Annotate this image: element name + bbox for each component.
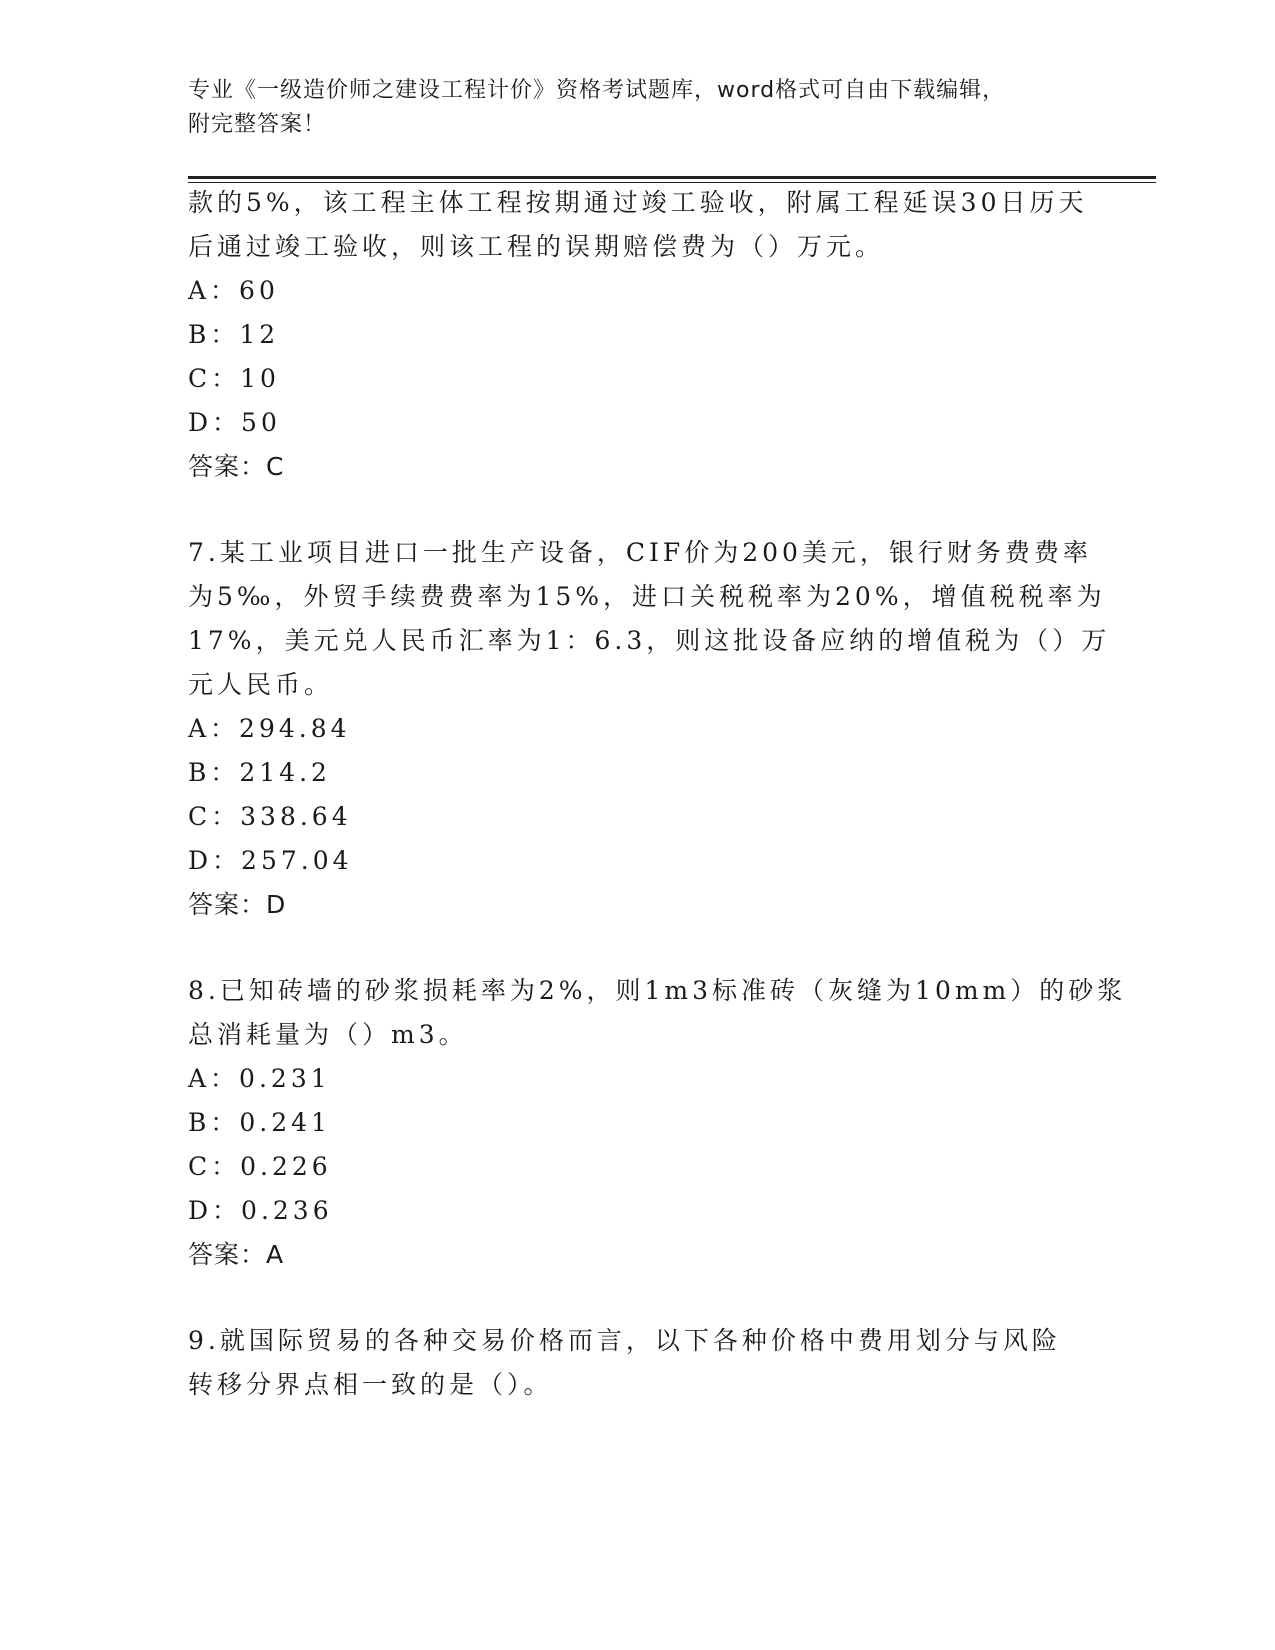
q8-option-a: A：0.231 bbox=[188, 1064, 331, 1093]
header-line-1: 专业《一级造价师之建设工程计价》资格考试题库，word格式可自由下载编辑， bbox=[188, 78, 1006, 103]
q9-stem-line-1: 9.就国际贸易的各种交易价格而言，以下各种价格中费用划分与风险 bbox=[188, 1326, 1061, 1355]
q7-stem-line-2: 为5‰，外贸手续费费率为15%，进口关税税率为20%，增值税税率为 bbox=[188, 582, 1106, 611]
q7-option-c: C：338.64 bbox=[188, 802, 352, 831]
q6-stem-line-1: 款的5%，该工程主体工程按期通过竣工验收，附属工程延误30日历天 bbox=[188, 188, 1088, 217]
document-header bbox=[188, 74, 1068, 142]
q6-answer: 答案：C bbox=[188, 452, 285, 481]
q6-option-d: D：50 bbox=[188, 408, 281, 437]
q7-option-a: A：294.84 bbox=[188, 714, 351, 743]
q6-option-a: A：60 bbox=[188, 276, 279, 305]
q9-stem-line-2: 转移分界点相一致的是（）。 bbox=[188, 1370, 553, 1399]
q8-option-b: B：0.241 bbox=[188, 1108, 331, 1137]
q8-option-c: C：0.226 bbox=[188, 1152, 332, 1181]
q7-option-b: B：214.2 bbox=[188, 758, 331, 787]
q8-stem-line-2: 总消耗量为（）m3。 bbox=[188, 1020, 468, 1049]
q6-option-c: C：10 bbox=[188, 364, 280, 393]
q7-stem-line-4: 元人民币。 bbox=[188, 670, 334, 699]
header-divider-thick bbox=[188, 176, 1156, 179]
header-divider-thin bbox=[188, 182, 1156, 183]
q6-option-b: B：12 bbox=[188, 320, 280, 349]
q8-stem-line-1: 8.已知砖墙的砂浆损耗率为2%，则1m3标准砖（灰缝为10mm）的砂浆 bbox=[188, 976, 1127, 1005]
q7-stem-line-1: 7.某工业项目进口一批生产设备，CIF价为200美元，银行财务费费率 bbox=[188, 538, 1092, 567]
q8-answer: 答案：A bbox=[188, 1240, 285, 1269]
q7-stem-line-3: 17%，美元兑人民币汇率为1：6.3，则这批设备应纳的增值税为（）万 bbox=[188, 626, 1111, 655]
q6-stem-line-2: 后通过竣工验收，则该工程的误期赔偿费为（）万元。 bbox=[188, 232, 885, 261]
q7-option-d: D：257.04 bbox=[188, 846, 353, 875]
q7-answer: 答案：D bbox=[188, 890, 287, 919]
q8-option-d: D：0.236 bbox=[188, 1196, 333, 1225]
header-line-2: 附完整答案！ bbox=[188, 112, 327, 137]
